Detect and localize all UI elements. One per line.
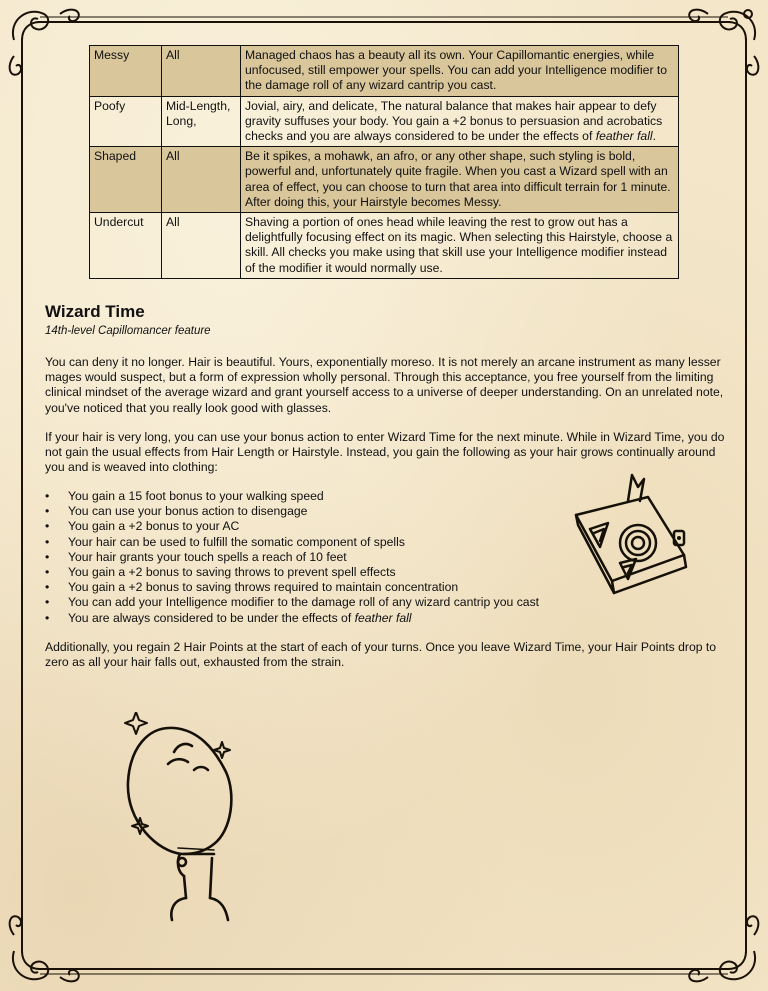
corner-flourish-bottom-right	[689, 916, 758, 981]
hair-length: All	[162, 147, 241, 213]
hairstyle-table	[89, 45, 679, 279]
hairstyle-description: Jovial, airy, and delicate, The natural balance that makes hair appear to defy gravity suffuses your body. You gain a +2 bonus to persuasion and acrobatics checks and you are always considered to be under the effects of feather fall.	[241, 96, 679, 147]
list-item: • You gain a +2 bonus to saving throws to prevent spell effects	[45, 565, 539, 580]
hair-length: All	[162, 213, 241, 279]
table-row	[90, 96, 679, 147]
hair-length: Mid-Length, Long,	[162, 96, 241, 147]
list-item: • You gain a +2 bonus to saving throws required to maintain concentration	[45, 580, 539, 595]
corner-flourish-top-right	[689, 10, 758, 75]
table-row	[90, 147, 679, 213]
hairstyle-name: Undercut	[90, 213, 162, 279]
list-item: • You gain a +2 bonus to your AC	[45, 519, 539, 534]
hairstyle-name: Messy	[90, 46, 162, 97]
hairstyle-description: Managed chaos has a beauty all its own. Your Capillomantic energies, while unfocused, still empower your spells. You can add your Intelligence modifier to the damage roll of any wizard cantrip you cast.	[241, 46, 679, 97]
hairstyle-name: Shaped	[90, 147, 162, 213]
closing-paragraph: Additionally, you regain 2 Hair Points at the start of each of your turns. Once you leave Wizard Time, your Hair Points drop to zero as all your hair falls out, exhausted from the strain.	[45, 640, 717, 670]
corner-flourish-bottom-left	[10, 916, 79, 981]
spell-name: feather fall	[595, 129, 653, 144]
intro-paragraph: You can deny it no longer. Hair is beautiful. Yours, exponentially moreso. It is not merely an arcane instrument as many lesser mages would suspect, but a form of expression wholly personal. Through this acceptance, you free yourself from the limiting clinical mindset of the average wizard and grant yourself access to a universe of deeper understanding. On an unrelated note, you've noticed that you really look good with glasses.	[45, 355, 724, 415]
table-row	[90, 46, 679, 97]
hairstyle-description: Be it spikes, a mohawk, an afro, or any other shape, such styling is bold, powerful and, unfortunately quite fragile. When you cast a Wizard spell with an area of effect, you can choose to turn that area into difficult terrain for 1 minute. After doing this, your Hairstyle becomes Messy.	[241, 147, 679, 213]
list-item: • Your hair grants your touch spells a reach of 10 feet	[45, 550, 539, 565]
hairstyle-name: Poofy	[90, 96, 162, 147]
list-item: • Your hair can be used to fulfill the somatic component of spells	[45, 535, 539, 550]
corner-flourish-top-left	[10, 10, 79, 75]
section-title: Wizard Time	[45, 302, 145, 321]
list-item: • You can use your bonus action to disengage	[45, 504, 539, 519]
table-row	[90, 213, 679, 279]
perk-list	[45, 489, 539, 626]
hairstyle-description: Shaving a portion of ones head while leaving the rest to grow out has a delightfully focusing effect on its magic. When selecting this Hairstyle, choose a skill. All checks you make using that skill use your Intelligence modifier instead of the modifier it would normally use.	[241, 213, 679, 279]
list-item: • You are always considered to be under the effects of feather fall	[45, 611, 539, 626]
spellbook-illustration	[568, 467, 698, 617]
spell-name: feather fall	[354, 610, 412, 625]
list-item: • You gain a 15 foot bonus to your walking speed	[45, 489, 539, 504]
list-item: • You can add your Intelligence modifier to the damage roll of any wizard cantrip you cast	[45, 595, 539, 610]
hair-length: All	[162, 46, 241, 97]
activation-paragraph: If your hair is very long, you can use your bonus action to enter Wizard Time for the next minute. While in Wizard Time, you do not gain the usual effects from Hair Length or Hairstyle. Instead, you gain the following as your hair grows continually around you and is weaved into clothing:	[45, 430, 725, 475]
wizard-figure-illustration	[118, 712, 258, 922]
section-subtitle: 14th-level Capillomancer feature	[45, 325, 211, 337]
